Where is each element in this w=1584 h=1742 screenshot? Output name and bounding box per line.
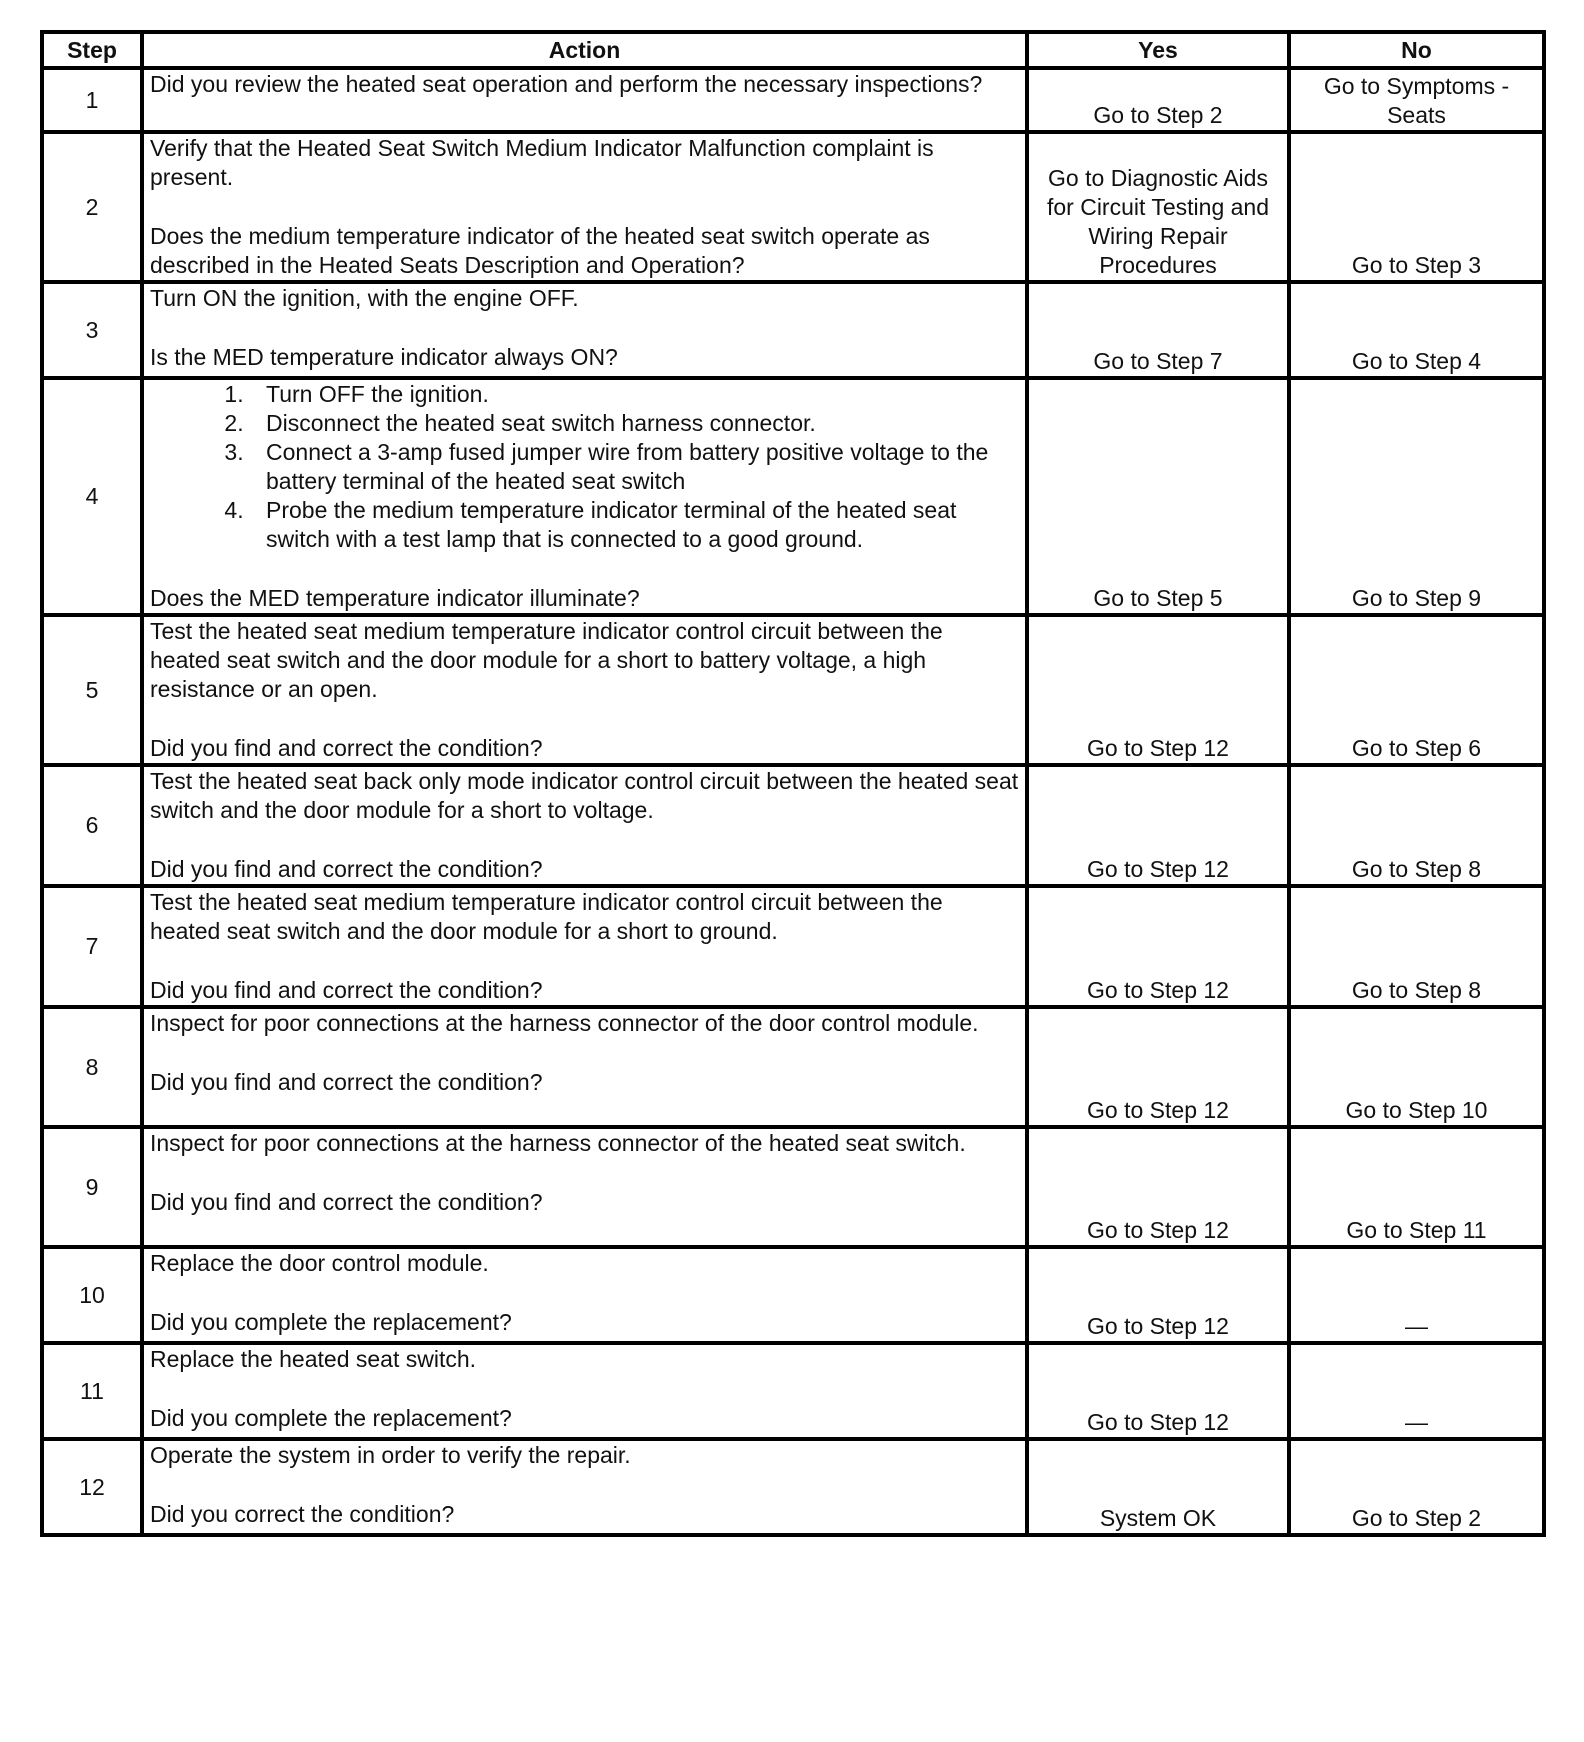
action-text: Replace the heated seat switch. — [150, 1346, 477, 1372]
table-row — [42, 132, 1544, 282]
yes-result: Go to Diagnostic Aids for Circuit Testing and Wiring Repair Procedures — [1027, 132, 1289, 282]
header-row — [42, 32, 1544, 68]
table-row — [42, 68, 1544, 132]
no-result: — — [1289, 1247, 1544, 1343]
step-number: 3 — [42, 282, 142, 378]
action-cell — [142, 1127, 1027, 1247]
action-text: Test the heated seat back only mode indicator control circuit between the heated seat switch and the door module for a short to voltage. — [150, 768, 1019, 823]
yes-result: Go to Step 12 — [1027, 1247, 1289, 1343]
yes-result: Go to Step 12 — [1027, 1343, 1289, 1439]
table-row — [42, 1007, 1544, 1127]
yes-result: Go to Step 12 — [1027, 615, 1289, 765]
step-number: 11 — [42, 1343, 142, 1439]
header-step: Step — [42, 32, 142, 68]
yes-result: Go to Step 2 — [1027, 68, 1289, 132]
step-number: 5 — [42, 615, 142, 765]
header-yes: Yes — [1027, 32, 1289, 68]
no-result: Go to Step 10 — [1289, 1007, 1544, 1127]
step-number: 12 — [42, 1439, 142, 1535]
action-text: Operate the system in order to verify the repair. — [150, 1442, 631, 1468]
substep-item: 2. Disconnect the heated seat switch harness connector. — [250, 409, 1019, 438]
table-row — [42, 1343, 1544, 1439]
diagnostic-table — [40, 30, 1546, 1537]
substep-item: 4. Probe the medium temperature indicator terminal of the heated seat switch with a test lamp that is connected to a good ground. — [250, 496, 1019, 554]
table-row — [42, 1247, 1544, 1343]
step-number: 2 — [42, 132, 142, 282]
table-row — [42, 886, 1544, 1007]
step-number: 7 — [42, 886, 142, 1007]
action-text: Inspect for poor connections at the harness connector of the door control module. — [150, 1010, 979, 1036]
step-number: 1 — [42, 68, 142, 132]
action-cell — [142, 765, 1027, 886]
action-question: Did you find and correct the condition? — [150, 856, 543, 882]
action-question: Did you find and correct the condition? — [150, 735, 543, 761]
action-question: Did you find and correct the condition? — [150, 1069, 543, 1095]
table-row — [42, 282, 1544, 378]
no-result: Go to Step 8 — [1289, 886, 1544, 1007]
action-text: Turn ON the ignition, with the engine OFF. — [150, 285, 579, 311]
action-question: Did you complete the replacement? — [150, 1405, 512, 1431]
action-cell — [142, 68, 1027, 132]
no-result: Go to Step 4 — [1289, 282, 1544, 378]
no-result: Go to Step 11 — [1289, 1127, 1544, 1247]
yes-result: Go to Step 7 — [1027, 282, 1289, 378]
no-result: — — [1289, 1343, 1544, 1439]
action-cell — [142, 1343, 1027, 1439]
action-text: Did you review the heated seat operation and perform the necessary inspections? — [150, 71, 983, 97]
action-cell — [142, 378, 1027, 615]
action-cell — [142, 615, 1027, 765]
yes-result: Go to Step 12 — [1027, 1007, 1289, 1127]
action-question: Does the MED temperature indicator illuminate? — [150, 585, 640, 611]
action-cell — [142, 1247, 1027, 1343]
action-text: Verify that the Heated Seat Switch Medium Indicator Malfunction complaint is present. — [150, 135, 934, 190]
no-result: Go to Step 9 — [1289, 378, 1544, 615]
table-row — [42, 615, 1544, 765]
table-row — [42, 1439, 1544, 1535]
action-question: Did you find and correct the condition? — [150, 977, 543, 1003]
yes-result: Go to Step 5 — [1027, 378, 1289, 615]
table-row — [42, 765, 1544, 886]
no-result: Go to Step 3 — [1289, 132, 1544, 282]
action-text: Test the heated seat medium temperature indicator control circuit between the heated seat switch and the door module for a short to battery voltage, a high resistance or an open. — [150, 618, 943, 702]
step-number: 8 — [42, 1007, 142, 1127]
action-question: Did you complete the replacement? — [150, 1309, 512, 1335]
action-question: Does the medium temperature indicator of the heated seat switch operate as described in the Heated Seats Description and Operation? — [150, 223, 930, 278]
action-cell — [142, 1439, 1027, 1535]
no-result: Go to Symptoms - Seats — [1289, 68, 1544, 132]
substep-item: 1. Turn OFF the ignition. — [250, 380, 1019, 409]
yes-result: Go to Step 12 — [1027, 765, 1289, 886]
no-result: Go to Step 8 — [1289, 765, 1544, 886]
step-number: 10 — [42, 1247, 142, 1343]
header-action: Action — [142, 32, 1027, 68]
no-result: Go to Step 2 — [1289, 1439, 1544, 1535]
action-cell — [142, 282, 1027, 378]
substep-item: 3. Connect a 3-amp fused jumper wire from battery positive voltage to the battery terminal of the heated seat switch — [250, 438, 1019, 496]
yes-result: Go to Step 12 — [1027, 886, 1289, 1007]
action-text: Test the heated seat medium temperature indicator control circuit between the heated seat switch and the door module for a short to ground. — [150, 889, 943, 944]
table-row — [42, 378, 1544, 615]
no-result: Go to Step 6 — [1289, 615, 1544, 765]
action-cell — [142, 132, 1027, 282]
table-row — [42, 1127, 1544, 1247]
header-no: No — [1289, 32, 1544, 68]
step-number: 9 — [42, 1127, 142, 1247]
action-text: Inspect for poor connections at the harness connector of the heated seat switch. — [150, 1130, 966, 1156]
step-number: 4 — [42, 378, 142, 615]
action-text: Replace the door control module. — [150, 1250, 489, 1276]
table-body — [42, 68, 1544, 1535]
action-question: Is the MED temperature indicator always ON? — [150, 344, 618, 370]
substep-list — [150, 380, 1019, 554]
action-question: Did you find and correct the condition? — [150, 1189, 543, 1215]
action-cell — [142, 886, 1027, 1007]
yes-result: Go to Step 12 — [1027, 1127, 1289, 1247]
action-question: Did you correct the condition? — [150, 1501, 455, 1527]
yes-result: System OK — [1027, 1439, 1289, 1535]
action-cell — [142, 1007, 1027, 1127]
step-number: 6 — [42, 765, 142, 886]
